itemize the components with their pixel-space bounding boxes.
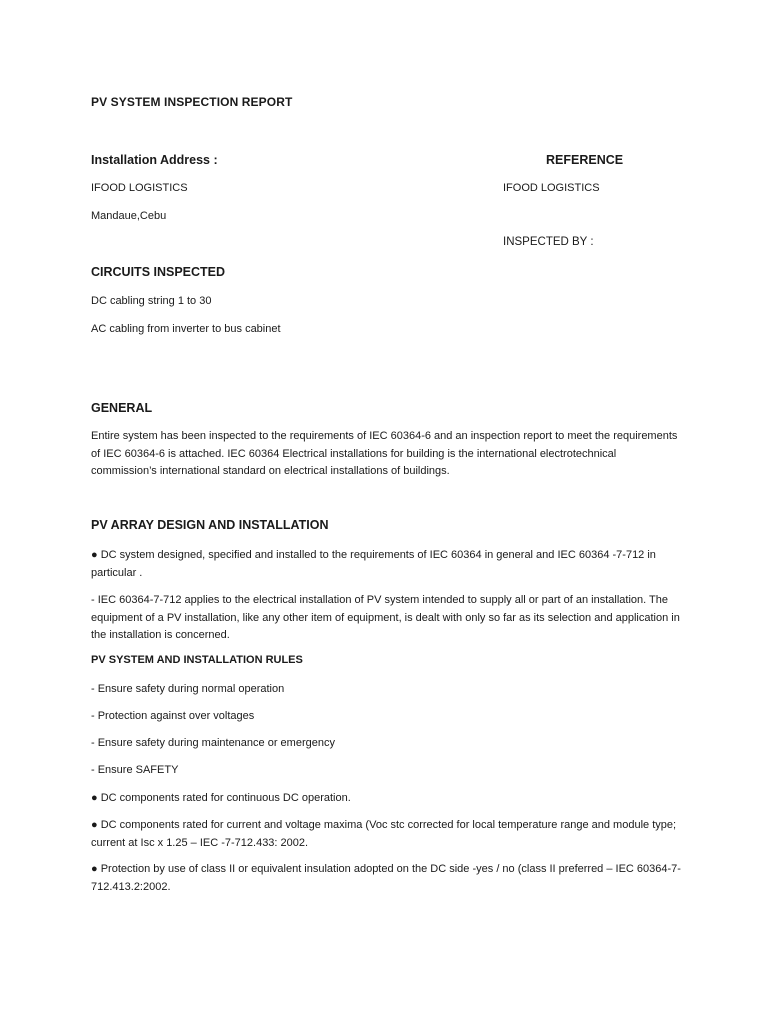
rule-item: - Ensure SAFETY [91, 764, 179, 776]
circuits-heading: CIRCUITS INSPECTED [91, 265, 226, 279]
rule-item: - Ensure safety during maintenance or emergency [91, 737, 335, 749]
rules-heading: PV SYSTEM AND INSTALLATION RULES [91, 654, 303, 666]
pv-array-paragraph-2: - IEC 60364-7-712 applies to the electrical installation of PV system intended to supply all or part of an installation. The equipment of a PV installation, like any other item of equipment, is dealt with only so far as its selection and application in the installation is concerned. [91, 594, 680, 641]
report-title: PV SYSTEM INSPECTION REPORT [91, 95, 293, 109]
rule-item: - Ensure safety during normal operation [91, 683, 285, 695]
reference-value: IFOOD LOGISTICS [503, 182, 600, 194]
address-line-2: Mandaue,Cebu [91, 210, 167, 222]
rules-bullet-1: ● DC components rated for continuous DC operation. [91, 792, 351, 804]
rules-bullet-3: ● Protection by use of class II or equivalent insulation adopted on the DC side -yes / no (class II preferred – IEC 60364-7-712.413.2:2002. [91, 863, 681, 893]
installation-address-label: Installation Address : [91, 153, 218, 167]
pv-array-heading: PV ARRAY DESIGN AND INSTALLATION [91, 518, 329, 532]
rules-bullet-2: ● DC components rated for current and voltage maxima (Voc stc corrected for local temperature range and module type; current at Isc x 1.25 – IEC -7-712.433: 2002. [91, 819, 677, 849]
general-heading: GENERAL [91, 401, 153, 415]
reference-label: REFERENCE [546, 153, 624, 167]
address-line-1: IFOOD LOGISTICS [91, 182, 188, 194]
pv-array-paragraph-1: ● DC system designed, specified and installed to the requirements of IEC 60364 in general and IEC 60364 -7-712 in particular . [91, 549, 656, 579]
rule-item: - Protection against over voltages [91, 710, 255, 722]
circuit-item: DC cabling string 1 to 30 [91, 295, 212, 307]
general-paragraph: Entire system has been inspected to the requirements of IEC 60364-6 and an inspection report to meet the requirements of IEC 60364-6 is attached. IEC 60364 Electrical installations for building is the international electrotechnical commission’s international standard on electrical installations of buildings. [91, 430, 678, 477]
inspected-by-label: INSPECTED BY : [503, 236, 594, 248]
circuit-item: AC cabling from inverter to bus cabinet [91, 323, 281, 335]
